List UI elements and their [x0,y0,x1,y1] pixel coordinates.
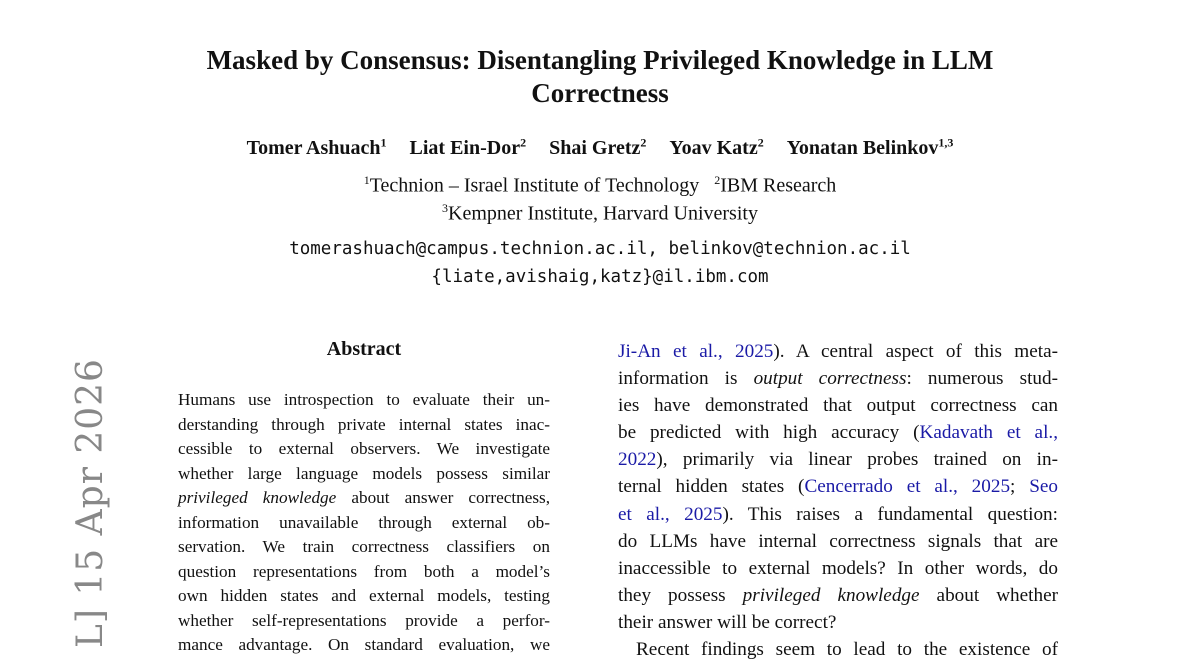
abstract-line: information unavailable through external ob- [178,512,550,532]
body-line: Recent findings seem to lead to the existence of [636,639,1058,661]
body-line [618,365,1058,392]
author [549,137,646,159]
text: information is [618,368,754,390]
email-line: tomerashuach@campus.technion.ac.il, belinkov@technion.ac.il [289,239,911,259]
author [787,137,954,159]
author-name: Shai Gretz [549,136,641,159]
aff-name: Kempner Institute, Harvard University [448,202,758,225]
author-aff: 1 [380,135,387,149]
abstract-heading: Abstract [326,338,402,360]
author-name: Yonatan Belinkov [786,136,939,159]
paper-title [0,44,1200,110]
author [247,137,387,159]
body-line: their answer will be correct? [618,611,837,633]
intro-body [618,338,1058,663]
citation-link[interactable]: Ji-An et al., 2025 [618,341,774,362]
author-list [0,135,1200,160]
body-line [618,446,1058,473]
text: about whether [919,584,1059,606]
aff-name: IBM Research [720,174,837,197]
text: ternal hidden states ( [618,476,805,498]
author-name: Liat Ein-Dor [409,136,521,159]
body-line: do LLMs have internal correctness signals that are [618,530,1058,552]
text: : numerous stud- [906,368,1058,390]
abstract-line: whether large language models possess similar [178,463,550,483]
author-aff: 2 [640,135,647,149]
author-name: Yoav Katz [669,136,758,159]
aff-num: 1 [363,173,370,187]
aff-num: 3 [442,201,449,215]
aff-num: 2 [714,173,721,187]
abstract-line: whether self-representations provide a perfor- [178,610,550,630]
abstract-line: Humans use introspection to evaluate their un- [178,390,550,409]
text: ), primarily via linear probes trained on in- [656,449,1058,471]
body-line: ies have demonstrated that output correctness can [618,395,1058,417]
abstract-line [178,486,550,511]
author [669,137,763,159]
author-name: Tomer Ashuach [246,136,381,159]
text: ). This raises a fundamental question: [722,503,1058,525]
arxiv-stamp: L] 15 Apr 2026 [70,358,111,648]
abstract-line: derstanding through private internal states inac- [178,414,550,434]
text: ). A central aspect of this meta- [773,341,1058,362]
affiliation-line [0,201,1200,226]
emphasis: output correctness [753,368,907,390]
abstract-line: own hidden states and external models, testing [178,586,550,605]
text: they possess [618,584,743,606]
body-line: inaccessible to external models? In other words, do [618,557,1058,579]
abstract-line: mance advantage. On standard evaluation, we [178,635,550,654]
citation-link[interactable]: Cencerrado et al., 2025 [804,476,1011,498]
author-aff: 2 [757,135,764,149]
abstract-line: cessible to external observers. We investigate [178,439,550,458]
affiliation-line [0,173,1200,198]
text: ; [1010,476,1030,498]
author-aff: 2 [520,135,527,149]
citation-link[interactable]: et al., 2025 [618,503,723,525]
body-line [618,501,1058,528]
body-line [618,582,1058,609]
emphasis: privileged knowledge [178,488,337,507]
text: about answer correctness, [336,488,550,507]
email-line: {liate,avishaig,katz}@il.ibm.com [431,267,769,287]
body-line [618,419,1058,446]
author-aff: 1,3 [938,135,954,149]
aff-name: Technion – Israel Institute of Technology [369,174,700,197]
title-line: Masked by Consensus: Disentangling Privileged Knowledge in LLM [206,45,994,75]
title-line: Correctness [531,78,669,108]
abstract-line: servation. We train correctness classifiers on [178,537,550,556]
body-line [618,473,1058,500]
body-line [618,338,1058,365]
text: be predicted with high accuracy ( [618,422,920,444]
abstract-line: question representations from both a model’s [178,561,550,581]
citation-link[interactable]: 2022 [618,449,657,471]
author [410,137,527,159]
abstract-body [178,388,550,658]
citation-link[interactable]: Seo [1029,476,1058,498]
emphasis: privileged knowledge [742,584,920,606]
citation-link[interactable]: Kadavath et al., [919,422,1058,444]
